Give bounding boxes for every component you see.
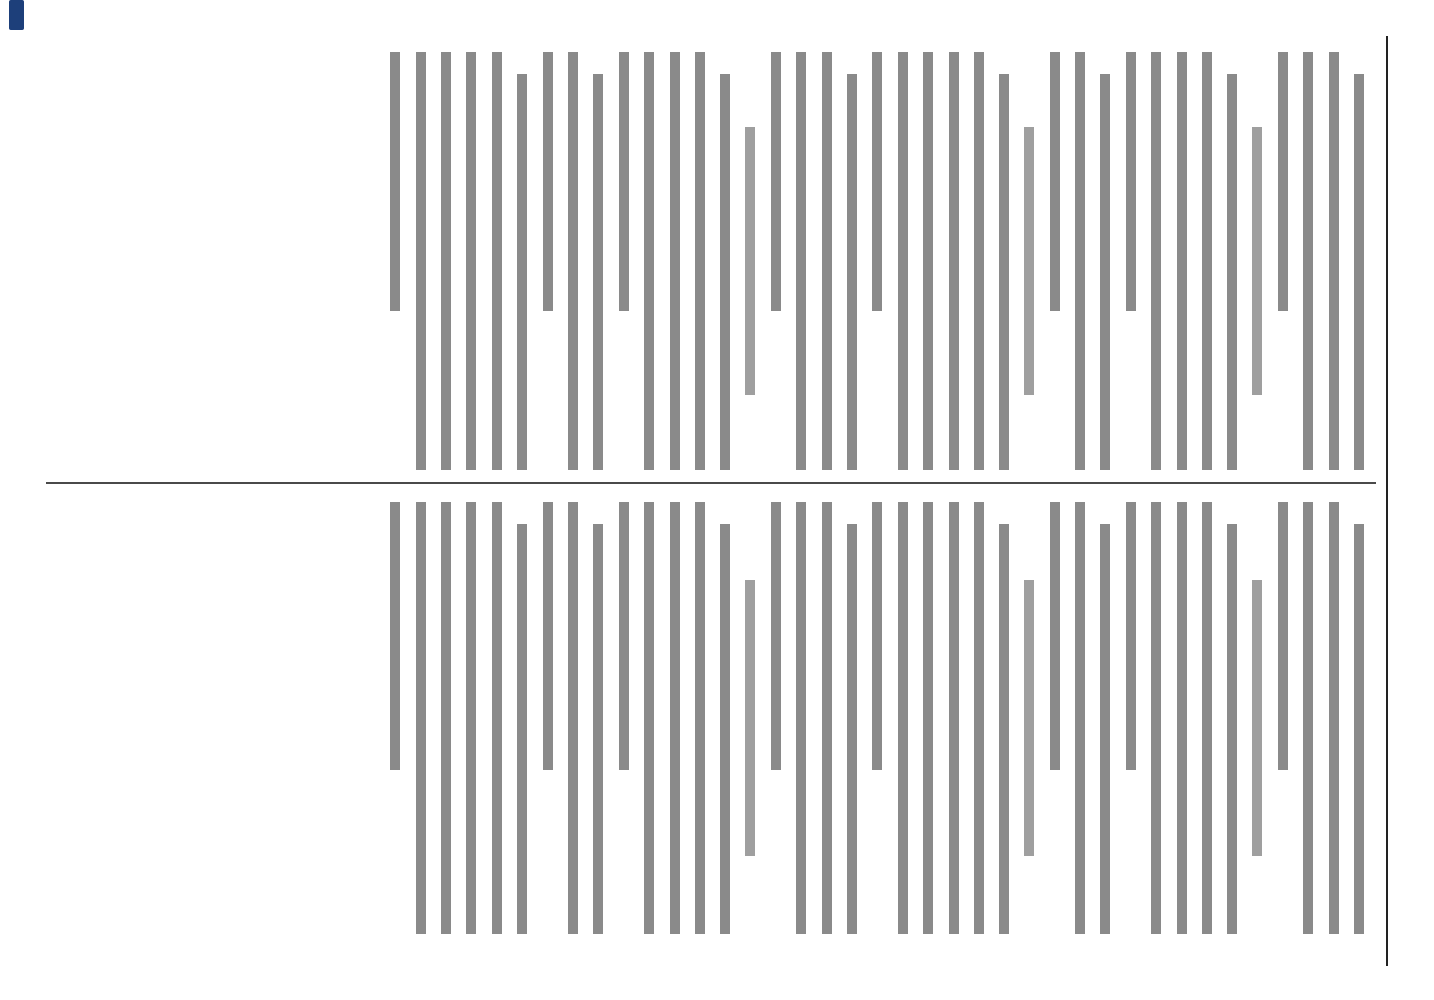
text-line bbox=[999, 74, 1009, 470]
paragraph bbox=[543, 502, 604, 934]
text-line bbox=[745, 127, 755, 395]
text-line bbox=[1227, 524, 1237, 934]
text-line bbox=[492, 502, 502, 934]
text-line bbox=[1050, 52, 1060, 311]
text-line bbox=[1354, 524, 1364, 934]
text-line bbox=[1202, 502, 1212, 934]
text-line bbox=[796, 52, 806, 470]
text-line bbox=[898, 502, 908, 934]
text-line bbox=[1126, 502, 1136, 770]
text-line bbox=[923, 52, 933, 470]
text-line bbox=[1177, 52, 1187, 470]
paragraph bbox=[390, 52, 527, 470]
text-line bbox=[1329, 52, 1339, 470]
column-filler bbox=[390, 502, 1364, 934]
text-line bbox=[1151, 52, 1161, 470]
text-line bbox=[1227, 74, 1237, 470]
paragraph bbox=[543, 52, 604, 470]
text-line bbox=[568, 502, 578, 934]
text-line bbox=[1252, 127, 1262, 395]
page-header bbox=[1392, 44, 1416, 944]
paragraph bbox=[1126, 502, 1238, 934]
text-line bbox=[847, 74, 857, 470]
remark-line bbox=[745, 502, 755, 934]
digitization-note bbox=[8, 38, 22, 938]
text-line bbox=[822, 502, 832, 934]
paragraph bbox=[872, 52, 1009, 470]
text-line bbox=[1252, 580, 1262, 856]
text-line bbox=[467, 52, 477, 470]
text-line bbox=[847, 524, 857, 934]
text-line bbox=[1100, 74, 1110, 470]
text-line bbox=[822, 52, 832, 470]
paragraph bbox=[1278, 52, 1364, 470]
text-line bbox=[720, 74, 730, 470]
paragraph bbox=[771, 52, 857, 470]
paragraph bbox=[619, 502, 731, 934]
text-column-left bbox=[50, 52, 1370, 470]
text-line bbox=[796, 502, 806, 934]
text-line bbox=[593, 74, 603, 470]
text-line bbox=[1278, 52, 1288, 311]
text-line bbox=[974, 52, 984, 470]
text-line bbox=[974, 502, 984, 934]
text-line bbox=[949, 502, 959, 934]
text-line bbox=[670, 502, 680, 934]
text-line bbox=[543, 52, 553, 311]
text-line bbox=[517, 74, 527, 470]
text-line bbox=[898, 52, 908, 470]
header-rule bbox=[1387, 36, 1389, 966]
text-line bbox=[695, 52, 705, 470]
text-line bbox=[1303, 502, 1313, 934]
text-line bbox=[593, 524, 603, 934]
text-line bbox=[416, 52, 426, 470]
text-line bbox=[644, 502, 654, 934]
text-line bbox=[1100, 524, 1110, 934]
dfg-logo bbox=[9, 0, 24, 30]
text-line bbox=[568, 52, 578, 470]
remark-line bbox=[1252, 52, 1262, 470]
text-line bbox=[390, 502, 400, 770]
column-divider bbox=[46, 482, 1376, 484]
text-line bbox=[949, 52, 959, 470]
remark-line bbox=[1024, 52, 1034, 470]
paragraph bbox=[1050, 52, 1111, 470]
text-line bbox=[720, 524, 730, 934]
text-line bbox=[1202, 52, 1212, 470]
margin-marker-d bbox=[746, 946, 770, 970]
text-line bbox=[1151, 502, 1161, 934]
text-line bbox=[1075, 52, 1085, 470]
text-line bbox=[1177, 502, 1187, 934]
text-line bbox=[619, 502, 629, 770]
text-line bbox=[670, 52, 680, 470]
text-line bbox=[467, 502, 477, 934]
text-line bbox=[1354, 74, 1364, 470]
text-line bbox=[441, 502, 451, 934]
text-line bbox=[923, 502, 933, 934]
text-line bbox=[441, 52, 451, 470]
text-line bbox=[416, 502, 426, 934]
remark-line bbox=[1252, 502, 1262, 934]
text-line bbox=[771, 52, 781, 311]
text-line bbox=[1024, 580, 1034, 856]
text-line bbox=[543, 502, 553, 770]
text-line bbox=[644, 52, 654, 470]
text-line bbox=[1075, 502, 1085, 934]
paragraph bbox=[771, 502, 857, 934]
text-line bbox=[771, 502, 781, 770]
text-line bbox=[619, 52, 629, 311]
text-line bbox=[872, 52, 882, 311]
text-line bbox=[1278, 502, 1288, 770]
text-line bbox=[492, 52, 502, 470]
text-line bbox=[695, 502, 705, 934]
paragraph bbox=[1050, 502, 1111, 934]
text-line bbox=[1050, 502, 1060, 770]
text-line bbox=[745, 580, 755, 856]
column-filler bbox=[390, 52, 1364, 470]
margin-marker-b bbox=[746, 18, 770, 42]
paragraph bbox=[619, 52, 731, 470]
margin-marker-c bbox=[1326, 946, 1350, 970]
text-line bbox=[1303, 52, 1313, 470]
text-column-right bbox=[50, 502, 1370, 934]
paragraph bbox=[1126, 52, 1238, 470]
text-line bbox=[1329, 502, 1339, 934]
margin-marker-a bbox=[1326, 18, 1350, 42]
paragraph bbox=[1278, 502, 1364, 934]
text-line bbox=[1126, 52, 1136, 311]
text-line bbox=[999, 524, 1009, 934]
text-line bbox=[872, 502, 882, 770]
remark-line bbox=[1024, 502, 1034, 934]
text-line bbox=[517, 524, 527, 934]
text-line bbox=[1024, 127, 1034, 395]
remark-line bbox=[745, 52, 755, 470]
paragraph bbox=[872, 502, 1009, 934]
paragraph bbox=[390, 502, 527, 934]
text-line bbox=[390, 52, 400, 311]
